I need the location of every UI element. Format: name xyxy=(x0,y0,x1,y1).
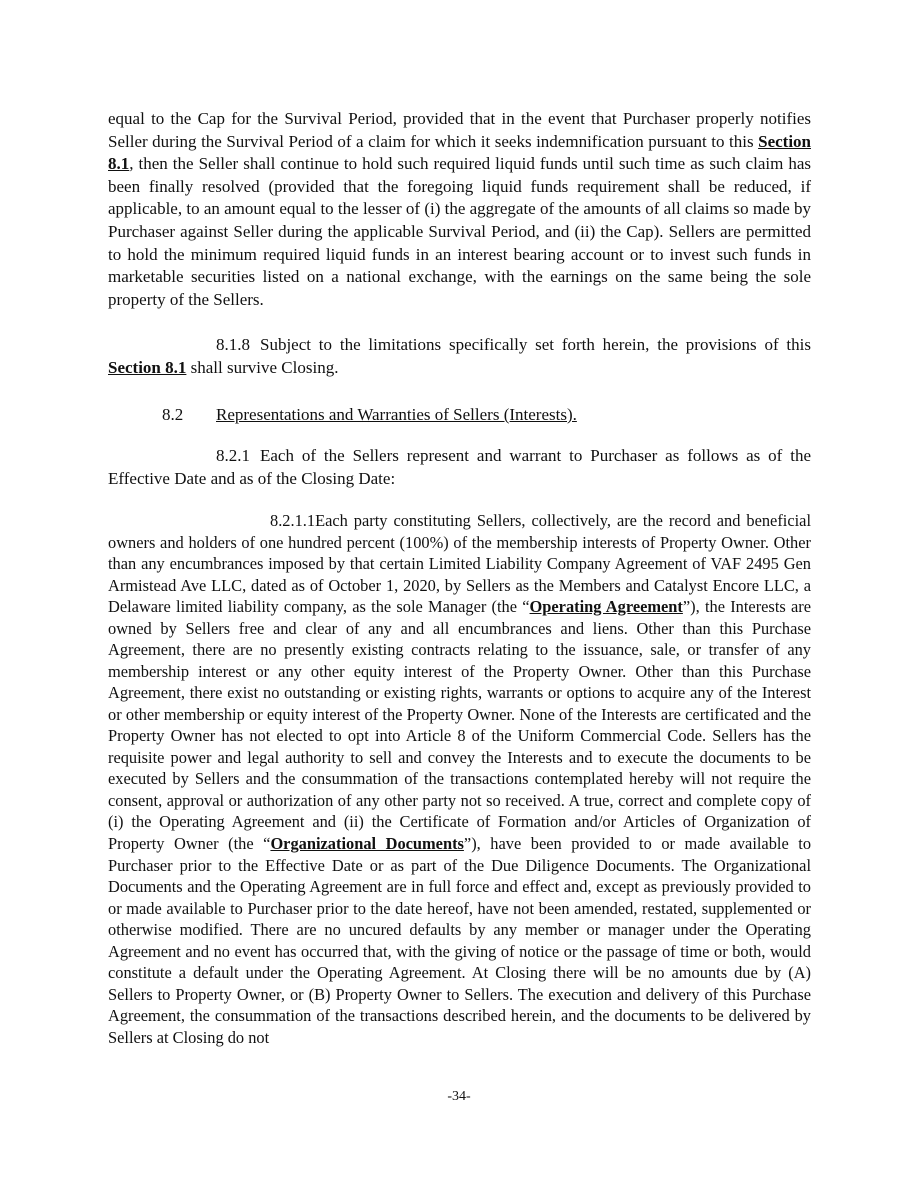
paragraph-text: , then the Seller shall continue to hold such required liquid funds until such time as such claim has been finally resolved (provided that the foregoing liquid funds requirement shall be reduced, if applicable, to an amount equal to the lesser of (i) the aggregate of the amounts of all claims so made by Purchaser against Seller during the applicable Survival Period, and (ii) the Cap). Sellers are permitted to hold the minimum required liquid funds in an interest bearing account or to invest such funds in marketable securities listed on a national exchange, with the earnings on the same being the sole property of the Sellers. xyxy=(108,154,811,309)
section-8-1-8 xyxy=(108,334,811,380)
paragraph-text: equal to the Cap for the Survival Period, provided that in the event that Purchaser properly notifies Seller during the Survival Period of a claim for which it seeks indemnification pursuant to this xyxy=(108,109,811,151)
section-8-2-1 xyxy=(108,445,811,491)
paragraph-text: ”), the Interests are owned by Sellers free and clear of any and all encumbrances and liens. Other than this Purchase Agreement, there are no presently existing contracts relating to the issuance, sale, or transfer of any membership interest or any other equity interest of the Property Owner. Other than this Purchase Agreement, there exist no outstanding or existing rights, warrants or options to acquire any of the Interest or other membership or equity interest of the Property Owner. None of the Interests are certificated and the Property Owner has not elected to opt into Article 8 of the Uniform Commercial Code. Sellers has the requisite power and legal authority to sell and convey the Interests and to execute the documents to be executed by Sellers and the consummation of the transactions contemplated hereby will not require the consent, approval or authorization of any other party not so received. A true, correct and complete copy of (i) the Operating Agreement and (ii) the Certificate of Formation and/or Articles of Organization of Property Owner (the “ xyxy=(108,597,811,853)
paragraph-text: ”), have been provided to or made available to Purchaser prior to the Effective Date or as part of the Due Diligence Documents. The Organizational Documents and the Operating Agreement are in full force and effect and, except as previously provided to or made available to Purchaser prior to the date hereof, have not been amended, restated, supplemented or otherwise modified. There are no uncured defaults by any member or manager under the Operating Agreement and no event has occurred that, with the giving of notice or the passage of time or both, would constitute a default under the Operating Agreement. At Closing there will be no amounts due by (A) Sellers to Property Owner, or (B) Property Owner to Sellers. The execution and delivery of this Purchase Agreement, the consummation of the transactions described herein, and the documents to be delivered by Sellers at Closing do not xyxy=(108,833,812,1047)
paragraph-text: Subject to the limitations specifically set forth herein, the provisions of this xyxy=(260,335,811,354)
defined-term: Organizational Documents xyxy=(270,833,464,853)
section-reference: Section 8.1 xyxy=(108,131,811,174)
section-number: 8.2 xyxy=(162,405,184,424)
section-number: 8.2.1 xyxy=(216,446,250,465)
section-number: 8.2.1.1 xyxy=(270,511,316,530)
section-8-2-1-1 xyxy=(108,510,811,1048)
section-8-2-heading xyxy=(162,404,577,426)
section-title: Representations and Warranties of Sellers (Interests). xyxy=(216,405,577,424)
defined-term: Operating Agreement xyxy=(529,597,683,617)
paragraph-text: shall survive Closing. xyxy=(186,357,339,377)
section-number: 8.1.8 xyxy=(216,335,250,354)
paragraph-continuation xyxy=(108,108,811,311)
section-reference: Section 8.1 xyxy=(108,357,187,377)
page-number: -34- xyxy=(447,1089,471,1104)
paragraph-text: Each of the Sellers represent and warrant to Purchaser as follows as of the Effective Date and as of the Closing Date: xyxy=(108,446,811,488)
paragraph-text: Each party constituting Sellers, collectively, are the record and beneficial owners and holders of one hundred percent (100%) of the membership interests of Property Owner. Other than any encumbrances imposed by that certain Limited Liability Company Agreement of VAF 2495 Gen Armistead Ave LLC, dated as of October 1, 2020, by Sellers as the Members and Catalyst Encore LLC, a Delaware limited liability company, as the sole Manager (the “ xyxy=(108,511,811,617)
